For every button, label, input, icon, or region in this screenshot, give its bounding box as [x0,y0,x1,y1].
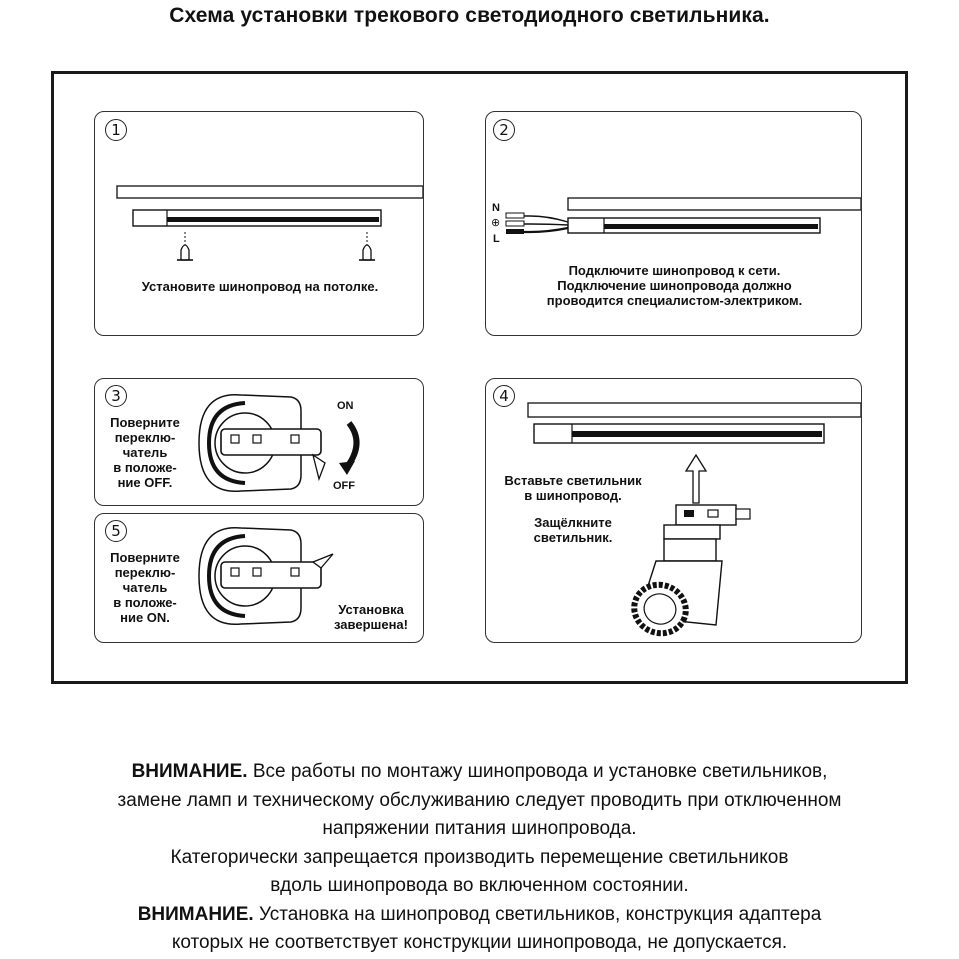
step-2-caption-line: Подключите шинопровод к сети. [568,263,781,278]
insert-arrow-icon [686,455,706,503]
step-5-caption-line: в положе- [113,595,177,610]
wire-label-n: N [492,202,500,214]
step-3-number: 3 [105,385,127,407]
luminaire-body [627,539,722,640]
rotate-arrow-icon [339,423,357,475]
step-1-caption: Установите шинопровод на потолке. [141,279,379,294]
step-4-caption-b [498,515,648,545]
warning-line: вдоль шинопровода во включенном состоянии. [270,875,689,896]
step-3-panel [94,378,424,506]
mounting-screw-left-icon [177,232,193,260]
installation-complete-line: Установка [338,602,404,617]
step-4-caption-a-line: в шинопровод. [524,488,622,503]
installation-complete-text [321,602,421,632]
installation-complete-line: завершена! [334,617,408,632]
step-5-caption-line: Поверните [110,550,180,565]
warning-label: ВНИМАНИЕ. [131,761,248,782]
mounting-screw-right-icon [359,232,375,260]
track-adapter [664,505,750,539]
step-5-caption-line: чатель [122,580,168,595]
step-1-panel [94,111,424,336]
step-5-caption-line: ние ON. [120,610,170,625]
warning-line: напряжении питания шинопровода. [322,818,637,839]
step-5-caption-line: переклю- [114,565,176,580]
wire-label-l: L [493,233,500,245]
step-5-panel [94,513,424,643]
step-2-panel [485,111,862,336]
warning-notes [0,758,959,958]
luminaire-insertion-illustration [486,379,862,643]
switch-off-label: OFF [333,480,355,492]
warning-line: которых не соответствует конструкции шинопровода, не допускается. [171,932,788,953]
page-title: Схема установки трекового светодиодного светильника. [169,4,770,27]
step-3-caption-line: ние OFF. [117,475,173,490]
ceiling [117,186,423,198]
switch-off-illustration [95,379,424,506]
warning-line: замене ламп и техническому обслуживанию следует проводить при отключенном [117,789,842,811]
warning-line [0,901,959,930]
ceiling [568,198,861,210]
step-5-number: 5 [105,520,127,542]
ceiling [528,403,861,417]
step-3-caption-line: чатель [122,445,168,460]
step-3-caption-line: в положе- [113,460,177,475]
warning-line: Категорически запрещается производить перемещение светильников [170,846,789,868]
step-4-number: 4 [493,385,515,407]
step-4-caption-b-line: светильник. [533,530,613,545]
step-4-caption-a-line: Вставьте светильник [504,473,642,488]
wire-label-earth: ⊕ [491,216,501,229]
warning-label: ВНИМАНИЕ. [137,903,254,925]
step-4-caption-b-line: Защёлкните [534,515,612,530]
step-1-number: 1 [105,119,127,141]
ceiling-track-mounting-illustration [95,112,424,336]
step-3-caption-line: Поверните [110,415,180,430]
step-4-caption-a [488,473,658,503]
track-channel [167,217,379,222]
step-2-caption-line: Подключение шинопровода должно [557,278,792,293]
warning-line [0,758,959,787]
power-wires-icon [506,213,568,234]
track-channel [572,431,822,437]
warning-text: Установка на шинопровод светильников, конструкция адаптера [253,903,822,925]
step-2-number: 2 [493,119,515,141]
step-4-panel [485,378,862,643]
step-2-caption-line: проводится специалистом-электриком. [546,293,803,308]
step-2-caption [486,263,862,308]
switch-on-label: ON [337,400,354,412]
warning-text: Все работы по монтажу шинопровода и установке светильников, [247,761,828,782]
track-channel [604,224,818,229]
step-3-caption-line: переклю- [114,430,176,445]
